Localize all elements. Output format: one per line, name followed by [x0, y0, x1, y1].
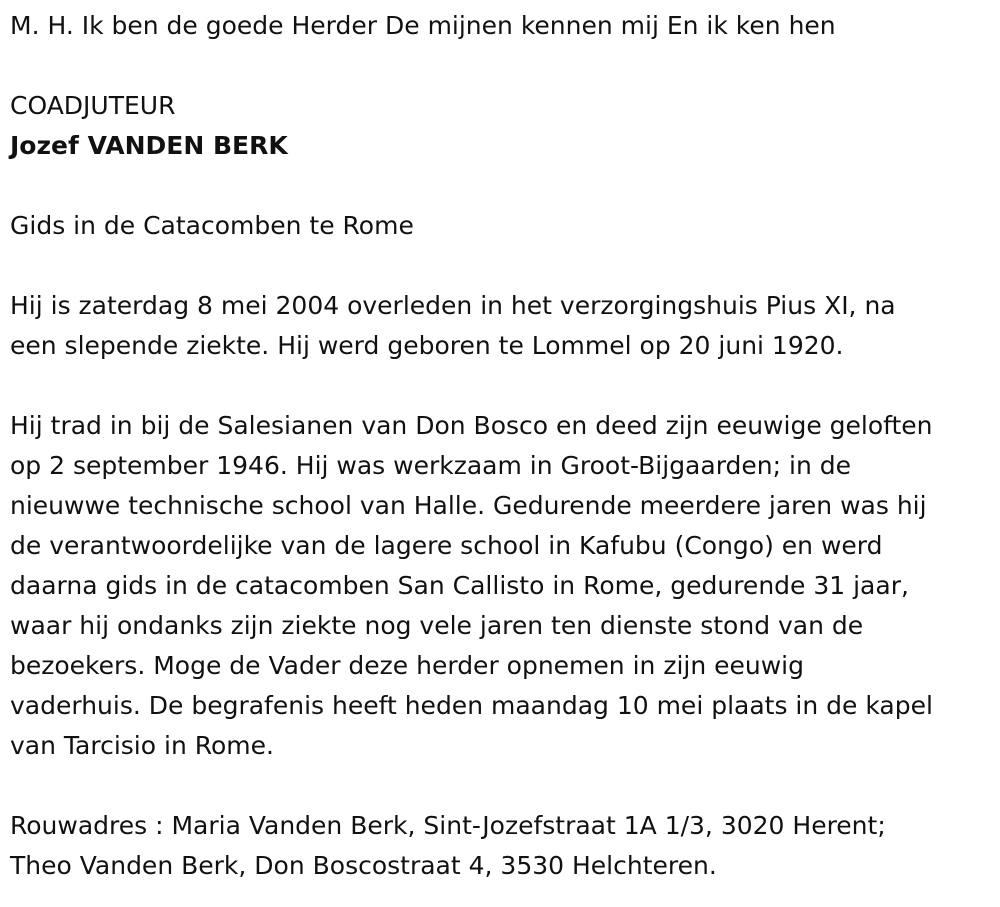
text-line: op 2 september 1946. Hij was werkzaam in Groot-Bijgaarden; in de: [10, 451, 851, 480]
text-line: daarna gids in de catacomben San Callisto in Rome, gedurende 31 jaar,: [10, 571, 909, 600]
text-line: een slepende ziekte. Hij werd geboren te Lommel op 20 juni 1920.: [10, 331, 844, 360]
spacer: [10, 766, 988, 806]
address-line: Theo Vanden Berk, Don Boscostraat 4, 3530 Helchteren.: [10, 851, 717, 880]
text-line: van Tarcisio in Rome.: [10, 731, 274, 760]
paragraph-biography: [10, 406, 988, 766]
role-label: COADJUTEUR: [10, 91, 176, 120]
text-line: de verantwoordelijke van de lagere school in Kafubu (Congo) en werd: [10, 531, 883, 560]
text-line: bezoekers. Moge de Vader deze herder opnemen in zijn eeuwig: [10, 651, 804, 680]
spacer: [10, 46, 988, 86]
subtitle: Gids in de Catacomben te Rome: [10, 211, 414, 240]
address-line: Rouwadres : Maria Vanden Berk, Sint-Jozefstraat 1A 1/3, 3020 Herent;: [10, 811, 886, 840]
text-line: nieuwwe technische school van Halle. Gedurende meerdere jaren was hij: [10, 491, 927, 520]
deceased-name: Jozef VANDEN BERK: [10, 131, 288, 160]
text-line: Hij trad in bij de Salesianen van Don Bosco en deed zijn eeuwige geloften: [10, 411, 933, 440]
text-line: waar hij ondanks zijn ziekte nog vele jaren ten dienste stond van de: [10, 611, 864, 640]
spacer: [10, 166, 988, 206]
text-line: Hij is zaterdag 8 mei 2004 overleden in het verzorgingshuis Pius XI, na: [10, 291, 896, 320]
spacer: [10, 366, 988, 406]
header-quote: M. H. Ik ben de goede Herder De mijnen kennen mij En ik ken hen: [10, 11, 836, 40]
paragraph-death-notice: [10, 286, 988, 366]
text-line: vaderhuis. De begrafenis heeft heden maandag 10 mei plaats in de kapel: [10, 691, 933, 720]
spacer: [10, 246, 988, 286]
mourning-address: [10, 806, 988, 886]
